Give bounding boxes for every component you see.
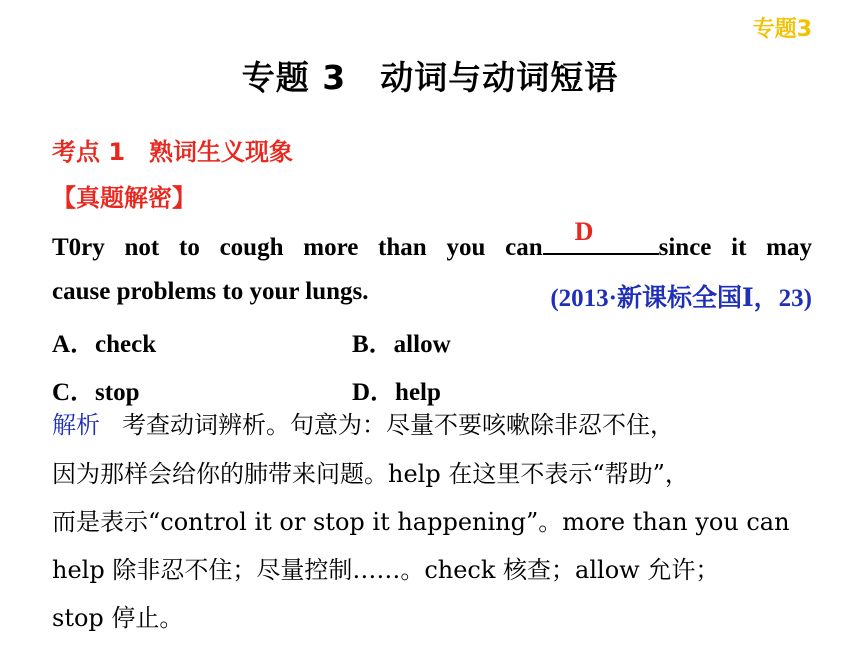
- answer-letter: D: [574, 217, 594, 246]
- question-text-before-blank: T0ry not to cough more than you can: [52, 234, 543, 261]
- option-c: C．stop: [52, 379, 140, 406]
- explanation-line-4: help 除非忍不住；尽量控制……。check 核查；allow 允许；: [52, 556, 720, 584]
- option-b: B．allow: [352, 331, 451, 358]
- explanation-line-5: stop 停止。: [52, 604, 184, 632]
- subsection-heading: 【真题解密】: [52, 184, 196, 212]
- explanation-text-1: 考查动词辨析。句意为：尽量不要咳嗽除非忍不住，: [122, 411, 674, 439]
- option-d: D．help: [352, 379, 441, 406]
- answer-blank: [543, 217, 659, 262]
- explanation-line-2: 因为那样会给你的肺带来问题。help 在这里不表示“帮助”，: [52, 460, 689, 488]
- question-text-after-blank: since it may: [658, 234, 812, 261]
- topic-tag: 专题3: [752, 17, 812, 42]
- question-line-2: [52, 278, 812, 312]
- option-a: A．check: [52, 331, 157, 358]
- question-source: (2013·新课标全国Ⅰ，23): [550, 285, 812, 312]
- page-title: 专题 3 动词与动词短语: [241, 58, 619, 97]
- question-line-1: [52, 217, 812, 262]
- explanation-line-1: [52, 405, 812, 440]
- question-text-line-2: cause problems to your lungs.: [52, 278, 369, 305]
- section-heading: 考点 1 熟词生义现象: [52, 138, 294, 166]
- explanation-line-3: 而是表示“control it or stop it happening”。more than you can: [52, 508, 790, 536]
- explanation-label: 解析: [52, 411, 100, 439]
